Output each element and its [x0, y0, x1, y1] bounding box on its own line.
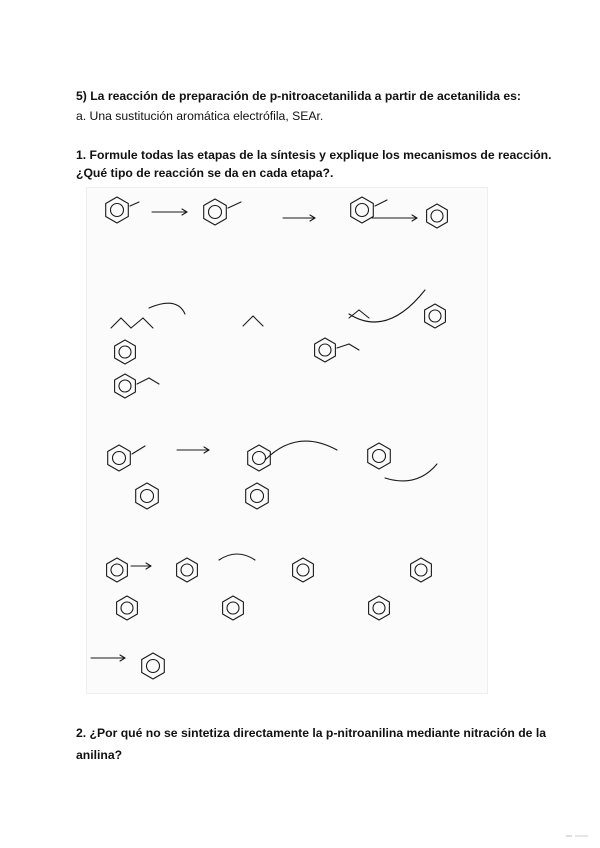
acetanilida-ring-2 — [315, 338, 336, 362]
intermediate-ring — [115, 340, 136, 364]
tetrahedral-ring-3 — [117, 596, 138, 620]
question-1-text: 1. Formule todas las etapas de la síntesis y explique los mecanismos de reacción. ¿Qué tipo de reacción se da en cada etapa?. — [76, 148, 552, 180]
anilina-ring — [106, 197, 129, 223]
product-ring-nitration — [368, 443, 391, 469]
handwritten-reaction-scheme-image — [86, 187, 488, 694]
question-2-text: 2. ¿Por qué no se sintetiza directamente la p-nitroanilina mediante nitración de la anilina? — [76, 726, 546, 762]
acetanilida-ring-nitration — [108, 445, 131, 471]
bond-line — [349, 344, 359, 350]
question-5-answer: a. Una sustitución aromática electrófila, SEAr. — [76, 109, 324, 123]
aniline-ring-attack — [425, 304, 446, 328]
curved-arrow-protonation — [149, 303, 185, 314]
tetrahedral-ring-1 — [293, 558, 314, 582]
p-nitroacetanilida-ring — [351, 197, 374, 223]
question-5-title: 5) La reacción de preparación de p-nitroacetanilida a partir de acetanilida es: — [76, 89, 521, 103]
bond-line — [228, 202, 241, 208]
bond-line — [253, 316, 263, 326]
bond-line — [137, 378, 149, 384]
protonated-amide-ring — [177, 558, 198, 582]
p-nitroacetanilida-ring-4 — [107, 558, 128, 582]
anilinium-ring — [223, 596, 244, 620]
p-nitroanilina-ring — [427, 204, 448, 228]
bond-line — [149, 378, 159, 384]
bond-line — [375, 200, 387, 206]
p-nitroanilina-final-ring — [142, 653, 165, 679]
p-nitroacetanilida-ring-3 — [246, 483, 269, 509]
bond-line — [359, 310, 369, 318]
acetanilida-ring — [204, 199, 227, 225]
bond-line — [132, 446, 145, 454]
curved-arrow-water-attack — [219, 554, 255, 560]
curved-arrow-deprotonation — [385, 464, 437, 481]
curved-arrow-nucleophilic-attack — [349, 290, 425, 322]
bond-line — [111, 318, 121, 328]
bond-line — [337, 344, 349, 348]
acetanilida-ring-3 — [115, 374, 136, 398]
curved-arrow-nitration — [265, 441, 337, 460]
p-nitroacetanilida-ring-2 — [136, 483, 159, 509]
bond-line — [131, 318, 143, 328]
bond-line — [243, 316, 253, 326]
bond-line — [130, 202, 139, 206]
bond-line — [143, 318, 153, 328]
anilinium-ring-2 — [369, 596, 390, 620]
tetrahedral-ring-2 — [411, 558, 432, 582]
page-corner-mark — [566, 834, 588, 838]
bond-line — [121, 318, 131, 328]
